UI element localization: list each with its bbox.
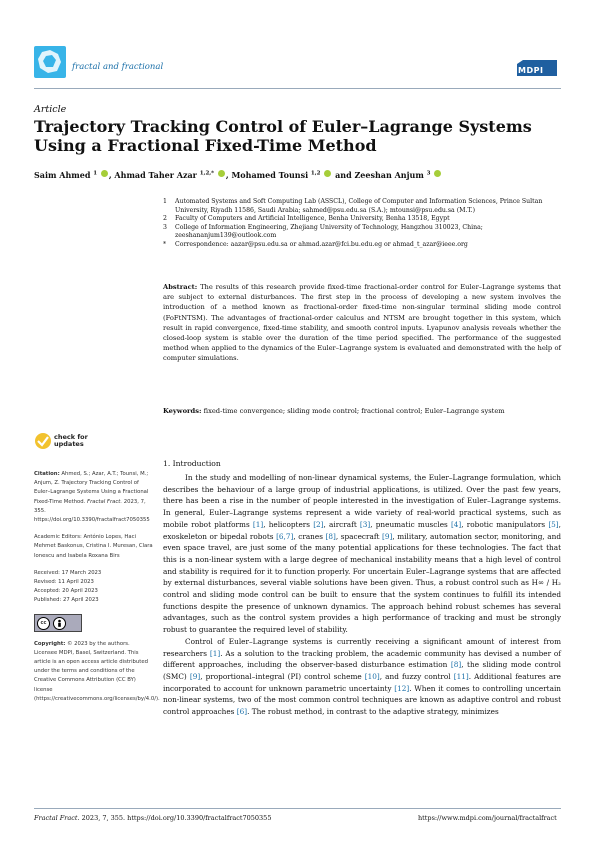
affiliation-text: Faculty of Computers and Artificial Intelligence, Benha University, Benha 13518, Egypt <box>175 215 450 222</box>
copyright-label: Copyright: <box>34 640 66 647</box>
paragraph-text: , exoskeleton or bipedal robots <box>163 519 561 541</box>
paragraph-text: , robotic manipulators <box>461 519 549 529</box>
article-type: Article <box>34 104 67 115</box>
orcid-icon[interactable] <box>101 170 108 177</box>
academic-editors: Academic Editors: António Lopes, Haci Mehmet Baskonus, Cristina I. Muresan, Clara Ionescu and Isabela Roxana Birs <box>34 534 153 559</box>
header-divider <box>34 88 561 89</box>
reference-link[interactable]: [10] <box>364 671 380 681</box>
affiliation-mark: 1 <box>163 198 167 205</box>
reference-link[interactable]: [1] <box>209 648 221 658</box>
citation-text: Ahmed, S.; Azar, A.T.; Tounsi, M.; Anjum, Z. Trajectory Tracking Control of Euler–Lagrange Systems Using a Fractional Fixed-Time Method. <box>34 471 149 505</box>
reference-link[interactable]: [1] <box>252 519 264 529</box>
reference-link[interactable]: [11] <box>453 671 469 681</box>
article-title: Trajectory Tracking Control of Euler–Lagrange Systems Using a Fractional Fixed-Time Method <box>34 117 532 155</box>
author-sup: 1,2,* <box>199 170 215 177</box>
history-dates <box>34 569 154 606</box>
paragraph-text: . The robust method, in contrast to the adaptive strategy, minimizes <box>247 707 499 717</box>
footer-citation <box>34 814 271 822</box>
paragraph <box>163 636 561 718</box>
affiliation-mark: 2 <box>163 215 167 222</box>
reference-link[interactable]: [8] <box>325 531 336 541</box>
journal-logo <box>34 46 66 78</box>
affiliation-item <box>163 224 563 241</box>
check-updates-line1: check for <box>54 433 88 441</box>
published-date: Published: 27 April 2023 <box>34 597 99 604</box>
reference-link[interactable]: [5] <box>548 519 559 529</box>
orcid-icon[interactable] <box>324 170 331 177</box>
revised-date: Revised: 11 April 2023 <box>34 579 94 586</box>
citation-doi-link[interactable]: 2023, 7, 355. https://doi.org/10.3390/fractalfract7050355 <box>34 498 150 524</box>
cc-icon: cc <box>37 617 50 630</box>
orcid-icon[interactable] <box>218 170 225 177</box>
keywords-text: fixed-time convergence; sliding mode control; fractional control; Euler–Lagrange system <box>203 407 505 415</box>
by-person-icon <box>53 617 66 630</box>
abstract <box>163 282 561 364</box>
reference-link[interactable]: [6] <box>236 707 248 717</box>
footer-journal: Fractal Fract. <box>34 814 80 822</box>
reference-link[interactable]: [2] <box>313 519 324 529</box>
citation-journal: Fractal Fract. <box>87 498 123 505</box>
paragraph-text: , helicopters <box>263 519 314 529</box>
copyright-block <box>34 640 160 704</box>
section-heading: 1. Introduction <box>163 459 221 468</box>
paragraph-text: , military, automation sector, monitoring, and even space travel, are just some of the many potential applications for these technologies. The fact that this is a non-linear system with a large degree of mechanical instability means that a high level of control and stability is required for it to function properly. For uncertain Euler–Lagrange systems that are affected by external disturbances, several viable solutions have been given. Thus, a robust control such as H∞ / H₂ control and sliding mode control can be built to ensure that the system continues to fulfill its intended functions despite the presence of unknown dynamics. The approach behind robust schemes has several advantages, such as the control system provides a high performance of tracking and must be strongly robust to guarantee the required level of stability. <box>163 531 562 635</box>
keywords-label: Keywords: <box>163 407 202 415</box>
footer-journal-url[interactable]: https://www.mdpi.com/journal/fractalfract <box>418 814 557 822</box>
paragraph-text: , proportional–integral (PI) control scheme <box>200 671 365 681</box>
accepted-date: Accepted: 20 April 2023 <box>34 588 98 595</box>
author-sup: 1 <box>93 170 98 177</box>
affiliation-item <box>163 241 563 250</box>
affiliations <box>163 198 563 249</box>
author-sup: 3 <box>426 170 431 177</box>
paragraph-text: , pneumatic muscles <box>370 519 451 529</box>
fractal-icon <box>34 46 66 78</box>
affiliation-item <box>163 215 563 224</box>
reference-link[interactable]: [8] <box>450 660 462 670</box>
sidebar <box>34 470 160 712</box>
footer-divider <box>34 808 561 809</box>
affiliation-text: Correspondence: aazar@psu.edu.sa or ahmad.azar@fci.bu.edu.eg or ahmad_t_azar@ieee.org <box>175 240 468 248</box>
citation-label: Citation: <box>34 471 60 477</box>
mdpi-logo-text: MDPI <box>518 66 544 75</box>
paragraph-text: . As a solution to the tracking problem, the academic community has devised a number of different approaches, including the observer-based disturbance estimation <box>163 648 561 670</box>
copyright-text: © 2023 by the authors. Licensee MDPI, Basel, Switzerland. This article is an open access article distributed under the terms and conditions of the Creative Commons Attribution (CC BY) license (https://creativecommons.org/licenses/by/4.0/). <box>34 640 160 702</box>
footer-doi-link[interactable]: 2023, 7, 355. https://doi.org/10.3390/fractalfract7050355 <box>81 814 272 822</box>
author-name[interactable]: Saim Ahmed <box>34 170 91 180</box>
reference-link[interactable]: [6,7] <box>276 531 294 541</box>
affiliation-text: Automated Systems and Soft Computing Lab (ASSCL), College of Computer and Information Sciences, Prince Sultan University, Riyadh 11586, Saudi Arabia; sahmed@psu.edu.sa (S.A.); mtounsi@psu.edu.sa (M.T.) <box>175 198 543 214</box>
author-name[interactable]: Zeeshan Anjum <box>354 170 424 180</box>
affiliation-mark: * <box>163 240 167 248</box>
paragraph-text: , aircraft <box>323 519 360 529</box>
paragraph-text: In the study and modelling of non-linear dynamical systems, the Euler–Lagrange formulation, which describes the behaviour of a large group of industrial applications, is utilized. Over the past few years, there has been a rise in the number of people interested in the investigation of Euler–Lagrange systems. In general, Euler–Lagrange systems represent a wide variety of real-world practical systems, such as mobile robot platforms <box>163 473 561 529</box>
affiliation-item <box>163 198 563 215</box>
received-date: Received: 17 March 2023 <box>34 569 102 576</box>
paragraph-text: , the sliding mode control (SMC) <box>163 660 561 681</box>
journal-name: fractal and fractional <box>72 62 164 72</box>
paragraph-text: , and fuzzy control <box>379 671 454 681</box>
author-list: Saim Ahmed $^1$ , Ahmad Taher Azar $^{1,2,*}$ , Mohamed Tounsi $^{1,2}$ and Zeeshan Anjum $^3$ <box>34 170 442 180</box>
reference-link[interactable]: [9] <box>189 671 201 681</box>
check-updates-line2: updates <box>54 440 84 448</box>
paragraph-text: . When it comes to controlling uncertain non-linear systems, two of the most common control techniques are known as adaptive control and robust control approaches <box>163 683 561 717</box>
reference-link[interactable]: [4] <box>450 519 462 529</box>
check-updates-icon <box>34 432 52 450</box>
citation-block <box>34 470 154 525</box>
body-text <box>163 472 561 718</box>
orcid-icon[interactable] <box>434 170 441 177</box>
affiliation-mark: 3 <box>163 223 167 231</box>
paragraph-text: Control of Euler–Lagrange systems is currently receiving a significant amount of interest from researchers <box>163 636 561 658</box>
paragraph-text: . Additional features are incorporated to account for unknown parametric uncertainty <box>163 671 561 693</box>
check-for-updates-button[interactable] <box>34 432 104 460</box>
reference-link[interactable]: [9] <box>382 531 393 541</box>
abstract-text: The results of this research provide fixed-time fractional-order control for Euler–Lagrange systems that are subject to external disturbances. The first step in the process of developing a new system involves the introduction of a method known as fractional-order fixed-time non-singular terminal sliding mode control (FoFtNTSM). The advantages of fractional-order calculus and NTSM are brought together in this system, which result in rapid convergence, fixed-time stability, and smooth control inputs. Lyapunov analysis reveals whether the closed-loop system is stable over the duration of the time period specified. The performance of the suggested method when applied to the dynamics of the Euler–Lagrange system is evaluated and demonstrated with the help of computer simulations. <box>163 283 561 363</box>
paragraph <box>163 472 561 636</box>
abstract-label: Abstract: <box>163 283 198 291</box>
author-name[interactable]: Mohamed Tounsi <box>231 170 309 180</box>
reference-link[interactable]: [12] <box>394 683 410 693</box>
keywords <box>163 407 561 415</box>
cc-by-license-badge[interactable] <box>34 614 82 632</box>
paragraph-text: , spacecraft <box>335 531 383 541</box>
author-name[interactable]: Ahmad Taher Azar <box>114 170 197 180</box>
paragraph-text: , cranes <box>293 531 326 541</box>
reference-link[interactable]: [3] <box>359 519 371 529</box>
mdpi-logo <box>515 60 559 76</box>
author-sup: 1,2 <box>310 170 321 177</box>
affiliation-text: College of Information Engineering, Zhejiang University of Technology, Hangzhou 310023, China; zeeshananjum139@outlook.com <box>175 223 483 239</box>
